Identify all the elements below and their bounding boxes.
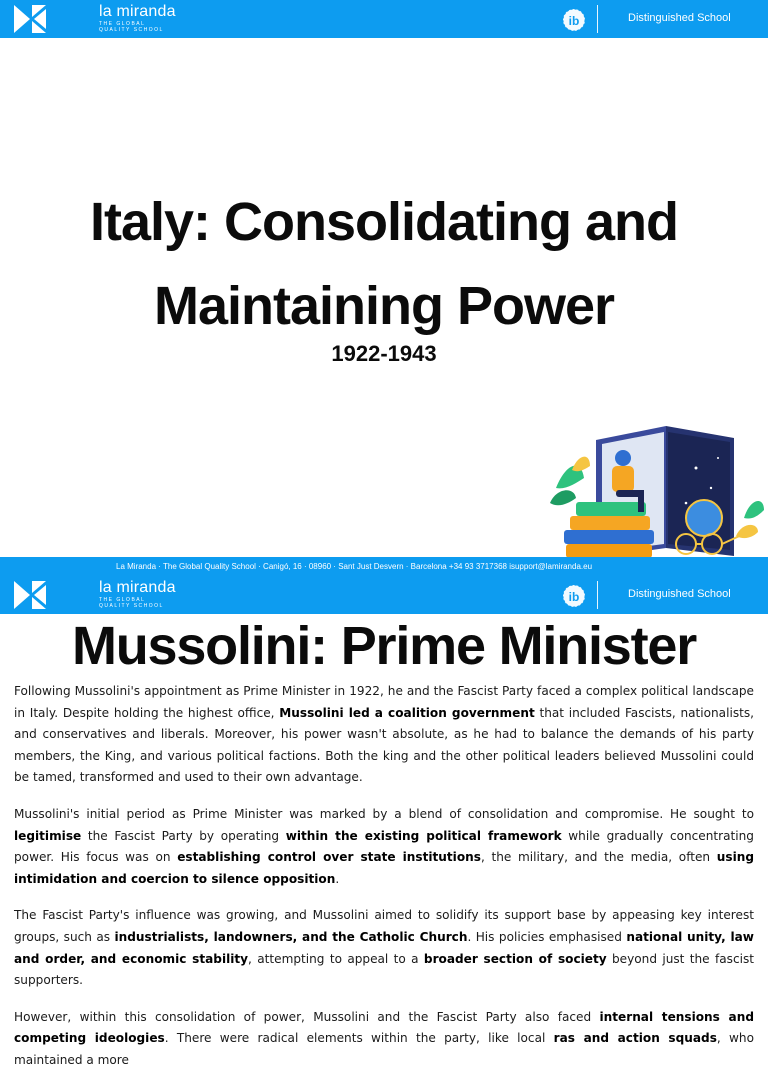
school-logo-icon — [14, 581, 46, 609]
text-run: The Fascist Party's influence was growing, and Mussolini aimed to solidify its support base by appeasing key interest groups, such as — [14, 908, 754, 944]
brand-name: la miranda — [99, 579, 176, 596]
bold-phrase: industrialists, landowners, and the Catholic Church — [114, 929, 468, 944]
header-separator — [597, 581, 598, 609]
paragraph — [14, 804, 754, 890]
cover-title-line-2: Maintaining Power — [153, 276, 615, 336]
brand-tagline-1: THE GLOBAL — [99, 597, 146, 603]
footer-contact-bar: La Miranda · The Global Quality School · Canigó, 16 · 08960 · Sant Just Desvern · Barcelona +34 93 3717368 isupport@lamiranda.eu — [0, 557, 768, 576]
brand-logo — [99, 4, 176, 33]
bold-phrase: using intimidation and coercion to silence opposition — [14, 850, 754, 886]
body-text — [14, 681, 754, 1087]
text-run: . There were radical elements within the party, like local — [164, 1031, 554, 1046]
text-run: However, within this consolidation of power, Mussolini and the Fascist Party also faced — [14, 1009, 600, 1024]
text-run: Following Mussolini's appointment as Prime Minister in 1922, he and the Fascist Party faced a complex political landscape in Italy. Despite holding the highest office, — [14, 684, 754, 720]
reading-books-illustration — [546, 418, 768, 568]
cover-title — [0, 180, 768, 348]
page-title: Mussolini: Prime Minister — [71, 616, 697, 676]
bold-phrase: within the existing political framework — [285, 828, 562, 843]
brand-tagline-2: QUALITY SCHOOL — [99, 603, 164, 609]
cover-subtitle: 1922-1943 — [331, 341, 437, 366]
text-run: , the military, and the media, often — [480, 850, 717, 865]
header-bar-page-2 — [0, 576, 768, 614]
text-run: . His policies emphasised — [467, 929, 627, 944]
text-run: . — [335, 871, 340, 886]
bold-phrase: legitimise — [14, 828, 82, 843]
brand-tagline-1: THE GLOBAL — [99, 21, 146, 27]
text-run: , who maintained a more — [14, 1031, 754, 1067]
brand-name: la miranda — [99, 3, 176, 20]
paragraph — [14, 1007, 754, 1072]
text-run: Mussolini's initial period as Prime Minister was marked by a blend of consolidation and compromise. He sought to — [14, 806, 754, 821]
text-run: the Fascist Party by operating — [81, 828, 286, 843]
school-logo-icon — [14, 5, 46, 33]
text-run: that included Fascists, nationalists, and conservatives and liberals. Moreover, his power wasn't absolute, as he had to balance the demands of his party members, the King, and various political factions. Both the king and the other political leaders believed Mussolini could be tamed, transformed and used to their own advantage. — [14, 705, 755, 785]
svg-text:ib: ib — [568, 590, 580, 604]
bold-phrase: broader section of society — [423, 951, 607, 966]
brand-logo — [99, 580, 176, 609]
brand-tagline-2: QUALITY SCHOOL — [99, 27, 164, 33]
bold-phrase: establishing control over state institutions — [177, 850, 481, 865]
header-bar — [0, 0, 768, 38]
distinguished-school-label: Distinguished School — [628, 588, 731, 600]
svg-text:ib: ib — [568, 14, 580, 28]
bold-phrase: Mussolini led a coalition government — [279, 705, 535, 720]
paragraph — [14, 681, 754, 789]
text-run: , attempting to appeal to a — [248, 951, 424, 966]
distinguished-school-label: Distinguished School — [628, 12, 731, 24]
header-separator — [597, 5, 598, 33]
text-run: while gradually concentrating power. His focus was on — [14, 828, 754, 865]
bold-phrase: internal tensions and competing ideologies — [14, 1009, 754, 1046]
text-run: beyond just the fascist supporters. — [14, 951, 754, 988]
cover-title-line-1: Italy: Consolidating and — [89, 192, 678, 252]
paragraph — [14, 905, 754, 991]
bold-phrase: ras and action squads — [553, 1031, 717, 1046]
ib-logo-icon — [560, 582, 588, 608]
bold-phrase: national unity, law and order, and economic stability — [14, 929, 754, 966]
ib-logo-icon — [560, 6, 588, 32]
